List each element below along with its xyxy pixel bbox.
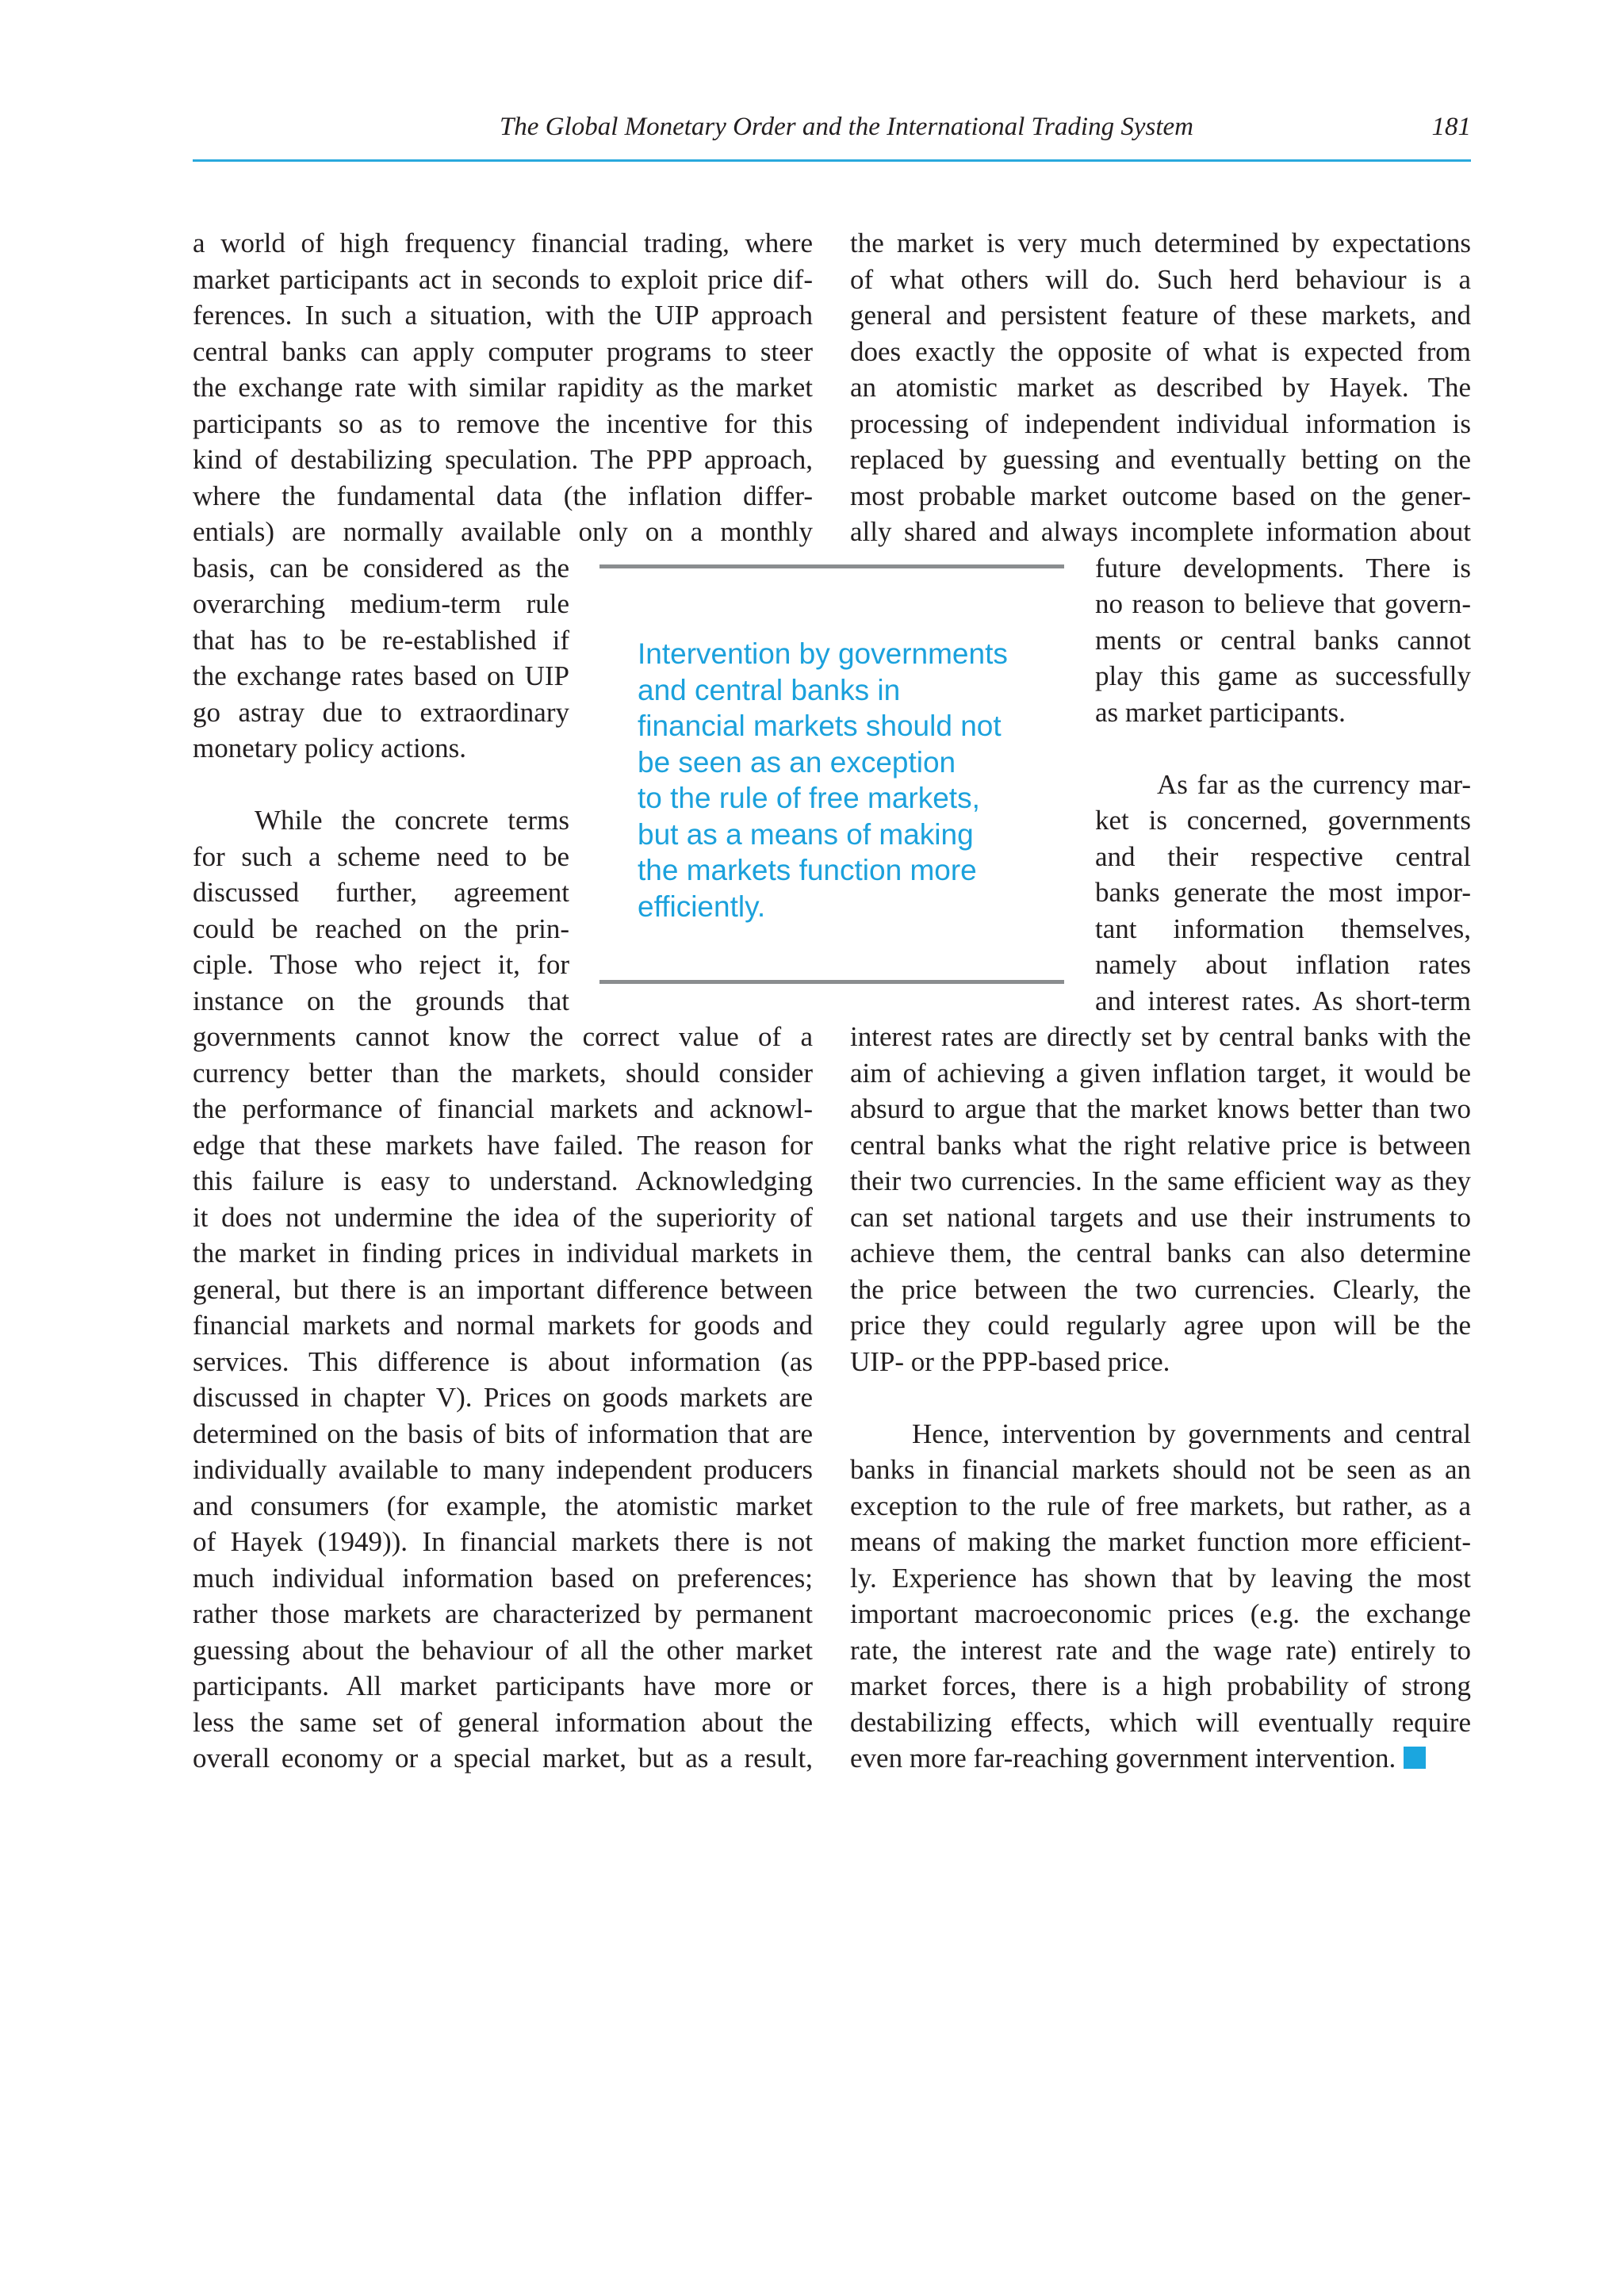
body-line: banks generate the most impor- (1095, 877, 1471, 908)
header-divider (193, 159, 1471, 162)
body-line: for such a scheme need to be (193, 840, 569, 872)
body-line: the performance of financial markets and acknowl- (193, 1093, 813, 1124)
body-line: achieve them, the central banks can also determine (850, 1238, 1471, 1269)
body-line: an atomistic market as described by Hayek. The (850, 372, 1471, 403)
body-line: ally shared and always incomplete information about (850, 516, 1471, 547)
right-column-top (850, 225, 1471, 550)
right-column-bottom (850, 1019, 1471, 1777)
body-line: rate, the interest rate and the wage rate) entirely to (850, 1634, 1471, 1666)
body-line: replaced by guessing and eventually betting on the (850, 444, 1471, 475)
body-line: interest rates are directly set by central banks with the (850, 1021, 1471, 1052)
body-line: aim of achieving a given inflation target, it would be (850, 1057, 1471, 1089)
body-line: much individual information based on preferences; (193, 1562, 813, 1594)
body-line: the market in finding prices in individual markets in (193, 1238, 813, 1269)
body-line: of what others will do. Such herd behaviour is a (850, 263, 1471, 295)
body-line: absurd to argue that the market knows better than two (850, 1093, 1471, 1124)
body-line: of Hayek (1949)). In financial markets there is not (193, 1526, 813, 1557)
body-line: means of making the market function more efficient- (850, 1526, 1471, 1557)
body-line: general, but there is an important difference between (193, 1273, 813, 1305)
body-line: participants so as to remove the incentive for this (193, 408, 813, 439)
body-line: can set national targets and use their instruments to (850, 1201, 1471, 1233)
body-line: ciple. Those who reject it, for (193, 949, 569, 980)
page-number: 181 (1431, 113, 1471, 141)
body-line: entials) are normally available only on a monthly (193, 516, 813, 547)
pull-quote-line: financial markets should not (638, 710, 1002, 742)
paragraph-gap (1095, 730, 1471, 767)
body-line: discussed further, agreement (193, 877, 569, 908)
body-line: as market participants. (1095, 696, 1346, 728)
body-line: ly. Experience has shown that by leaving the most (850, 1562, 1471, 1594)
body-line: kind of destabilizing speculation. The PPP approach, (193, 444, 813, 475)
body-line: market forces, there is a high probability of strong (850, 1670, 1471, 1701)
body-line: ments or central banks cannot (1095, 624, 1471, 656)
body-line: Hence, intervention by governments and central (912, 1418, 1471, 1449)
running-header-title: The Global Monetary Order and the International Trading System (499, 113, 1193, 141)
body-line: play this game as successfully (1095, 660, 1471, 691)
body-line-final-text: even more far-reaching government intervention. (850, 1743, 1396, 1774)
body-line: central banks what the right relative price is between (850, 1129, 1471, 1161)
pull-quote-line: but as a means of making (638, 817, 974, 851)
pull-quote-text (638, 636, 1050, 924)
body-line: this failure is easy to understand. Acknowledging (193, 1165, 813, 1196)
body-line: currency better than the markets, should consider (193, 1057, 813, 1089)
body-line: where the fundamental data (the inflation differ- (193, 480, 813, 511)
body-line: instance on the grounds that (193, 985, 569, 1016)
pull-quote-line: the markets function more (638, 854, 977, 886)
body-line: and interest rates. As short-term (1095, 985, 1471, 1016)
body-line: financial markets and normal markets for goods and (193, 1310, 813, 1341)
body-line: their two currencies. In the same efficient way as they (850, 1165, 1471, 1196)
body-line: basis, can be considered as the (193, 552, 569, 584)
pull-quote-line: Intervention by governments (638, 637, 1008, 670)
left-column-top (193, 225, 813, 550)
body-line: that has to be re-established if (193, 624, 569, 656)
body-line: determined on the basis of bits of information that are (193, 1418, 813, 1449)
body-line: discussed in chapter V). Prices on goods markets are (193, 1382, 813, 1413)
body-line: While the concrete terms (255, 805, 569, 836)
pull-quote-bottom-rule (599, 980, 1064, 985)
body-line: banks in financial markets should not be seen as an (850, 1454, 1471, 1485)
body-line: rather those markets are characterized by permanent (193, 1598, 813, 1629)
pull-quote-line: be seen as an exception (638, 745, 956, 779)
body-line: the exchange rate with similar rapidity as the market (193, 372, 813, 403)
pull-quote-line: efficiently. (638, 890, 766, 923)
running-header (193, 113, 1471, 144)
body-line: central banks can apply computer programs to steer (193, 335, 813, 367)
body-line: price they could regularly agree upon will be the (850, 1310, 1471, 1341)
body-line: namely about inflation rates (1095, 949, 1471, 980)
body-line: processing of independent individual information is (850, 408, 1471, 439)
right-column-narrow (1095, 550, 1471, 1020)
body-line: most probable market outcome based on the gener- (850, 480, 1471, 511)
body-line: edge that these markets have failed. The reason for (193, 1129, 813, 1161)
body-line: destabilizing effects, which will eventually require (850, 1706, 1471, 1738)
body-line: exception to the rule of free markets, but rather, as a (850, 1490, 1471, 1521)
body-line: individually available to many independent producers (193, 1454, 813, 1485)
pull-quote-top-rule (599, 564, 1064, 570)
pull-quote (599, 564, 1064, 996)
body-line: does exactly the opposite of what is expected from (850, 335, 1471, 367)
body-line: UIP- or the PPP-based price. (850, 1345, 1170, 1377)
pull-quote-line: and central banks in (638, 673, 901, 706)
body-line: guessing about the behaviour of all the other market (193, 1634, 813, 1666)
body-line: market participants act in seconds to exploit price dif- (193, 263, 813, 295)
body-line: the price between the two currencies. Clearly, the (850, 1273, 1471, 1305)
pull-quote-line: to the rule of free markets, (638, 782, 980, 814)
end-of-article-square-icon (1404, 1747, 1426, 1769)
body-line: ket is concerned, governments (1095, 805, 1471, 836)
body-line: tant information themselves, (1095, 913, 1471, 944)
body-line: no reason to believe that govern- (1095, 588, 1471, 619)
body-line: could be reached on the prin- (193, 913, 569, 944)
body-line-final (850, 1740, 1471, 1777)
body-line: participants. All market participants have more or (193, 1670, 813, 1701)
paragraph-gap (193, 767, 569, 803)
body-line: and consumers (for example, the atomistic market (193, 1490, 813, 1521)
body-line: the market is very much determined by expectations (850, 228, 1471, 258)
paragraph-gap (850, 1380, 1471, 1416)
body-line: the exchange rates based on UIP (193, 660, 569, 691)
body-line: governments cannot know the correct value of a (193, 1021, 813, 1052)
left-column-bottom (193, 1019, 813, 1777)
body-line: As far as the currency mar- (1157, 768, 1471, 800)
body-line: go astray due to extraordinary (193, 696, 569, 728)
body-line: services. This difference is about information (as (193, 1345, 813, 1377)
body-line: less the same set of general information about the (193, 1706, 813, 1738)
body-line: a world of high frequency financial trading, where (193, 228, 813, 258)
body-line: it does not undermine the idea of the superiority of (193, 1201, 813, 1233)
body-line: overall economy or a special market, but as a result, (193, 1743, 813, 1774)
body-line: and their respective central (1095, 840, 1471, 872)
body-line: future developments. There is (1095, 552, 1471, 584)
body-line: important macroeconomic prices (e.g. the exchange (850, 1598, 1471, 1629)
body-line: monetary policy actions. (193, 733, 467, 763)
body-line: ferences. In such a situation, with the UIP approach (193, 300, 813, 331)
body-line: general and persistent feature of these markets, and (850, 300, 1471, 331)
left-column-narrow (193, 550, 569, 1020)
body-line: overarching medium-term rule (193, 588, 569, 619)
